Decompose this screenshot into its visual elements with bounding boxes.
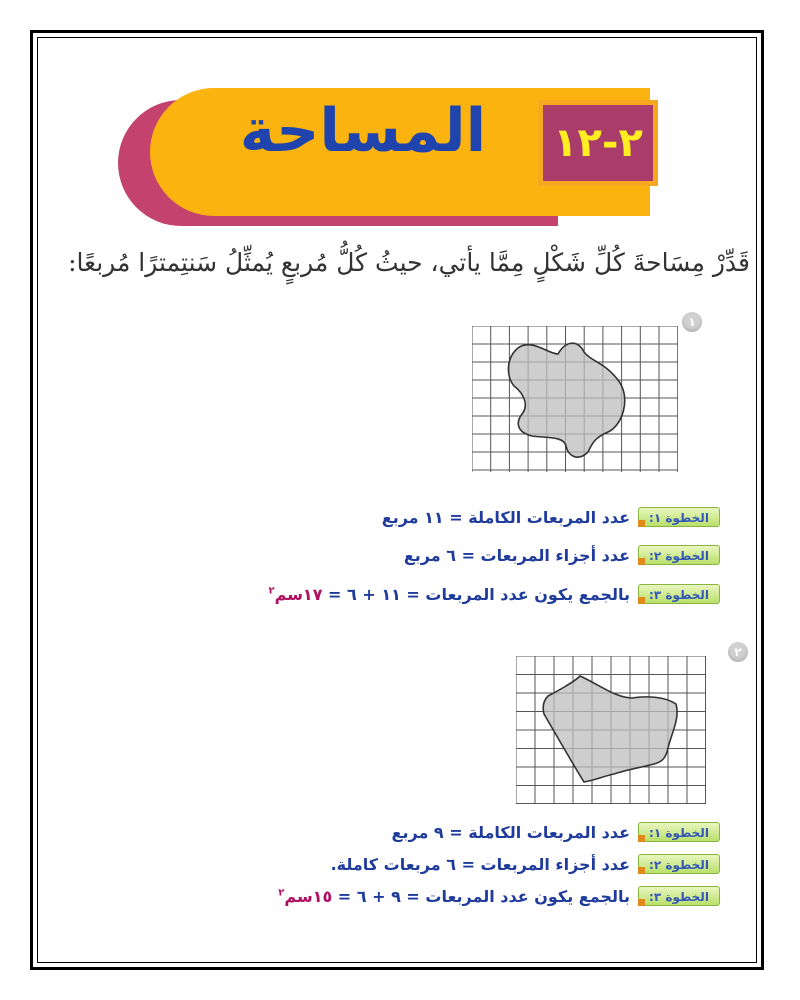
page-title: المساحة (239, 96, 487, 166)
step-equation: بالجمع يكون عدد المربعات = ٩ + ٦ = (332, 886, 630, 906)
step-label-badge: الخطوة ١: (638, 507, 720, 527)
step-label-badge: الخطوة ٣: (638, 584, 720, 604)
step-text (269, 585, 630, 604)
step-result-exponent: ٢ (278, 887, 285, 899)
step-row (269, 582, 720, 606)
step-text: عدد أجزاء المربعات = ٦ مربعات كاملة. (330, 854, 630, 874)
problem-number-badge: ٢ (728, 642, 748, 662)
step-result-exponent: ٢ (268, 585, 275, 597)
grid-figure-2 (516, 656, 706, 804)
step-row (382, 505, 720, 529)
instruction-text: قَدِّرْ مِسَاحةَ كُلِّ شَكْلٍ مِمَّا يأتي، حيثُ كُلُّ مُربعٍ يُمثِّلُ سَنتِمترًا مُربعًا: (68, 248, 750, 277)
step-label-badge: الخطوة ١: (638, 822, 720, 842)
step-text: عدد المربعات الكاملة = ٩ مربع (391, 822, 630, 842)
step-label-badge: الخطوة ٢: (638, 854, 720, 874)
step-row (404, 543, 720, 567)
step-row (331, 852, 720, 876)
problem-number-badge: ١ (682, 312, 702, 332)
lesson-number: ٢-١٢ (553, 120, 643, 166)
step-text (278, 887, 630, 906)
step-label-badge: الخطوة ٣: (638, 886, 720, 906)
grid-figure-1 (472, 326, 678, 472)
step-result: ١٧سم (274, 584, 323, 604)
step-row (278, 884, 720, 908)
step-equation: بالجمع يكون عدد المربعات = ١١ + ٦ = (322, 584, 630, 604)
lesson-number-box (538, 100, 658, 186)
step-row (392, 820, 720, 844)
step-text: عدد المربعات الكاملة = ١١ مربع (381, 507, 630, 527)
step-text: عدد أجزاء المربعات = ٦ مربع (403, 545, 630, 565)
step-result: ١٥سم (284, 886, 333, 906)
step-label-badge: الخطوة ٢: (638, 545, 720, 565)
